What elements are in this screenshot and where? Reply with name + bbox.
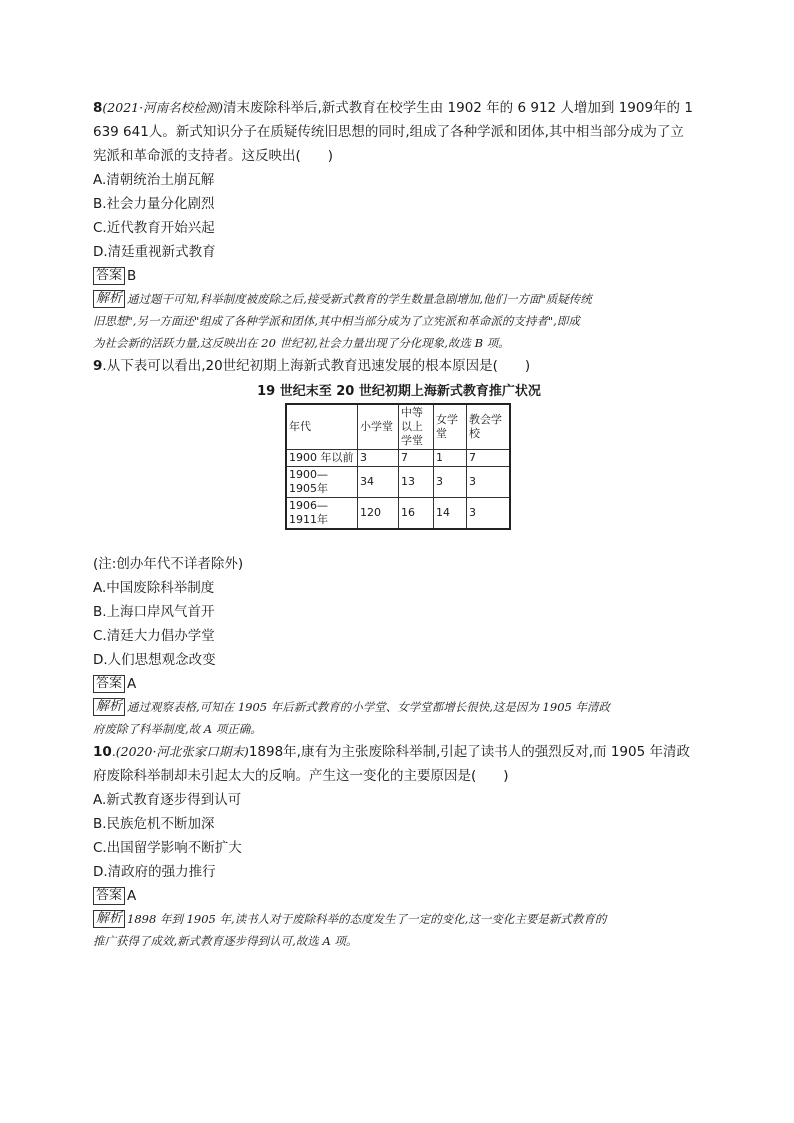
q10-exp-line-1: 解析 1898 年到 1905 年,读书人对于废除科举的态度发生了一定的变化,这一变化主要是新式教育的 [93,908,705,930]
q9-explanation [93,696,705,740]
q8-option-b: B.社会力量分化剧烈 [93,196,215,212]
table-cell: 3 [434,467,467,498]
table-cell: 3 [358,450,399,467]
q10-option-b: B.民族危机不断加深 [93,816,215,832]
q9-exp-line-1: 解析 通过观察表格,可知在 1905 年后新式教育的小学堂、女学堂都增长很快,这是因为 1905 年清政 [93,696,705,718]
q10-exp-line-2: 推广获得了成效,新式教育逐步得到认可,故选 A 项。 [93,934,358,948]
q10-stem-line-1: 10.(2020·河北张家口期末)1898年,康有为主张废除科举制,引起了读书人的强烈反对,而 1905 年清政 [93,744,690,760]
page-content [93,96,705,952]
header-cell: 年代 [286,404,358,450]
q10-answer-label: 答案 [93,887,125,905]
q8-exp-line-1: 解析 通过题干可知,科举制度被废除之后,接受新式教育的学生数量急剧增加,他们一方面"质疑传统 [93,288,705,310]
q10-explanation [93,908,705,952]
q9-stem: 9.从下表可以看出,20世纪初期上海新式教育迅速发展的根本原因是( ) [93,358,531,374]
q10-option-a: A.新式教育逐步得到认可 [93,792,242,808]
table-cell: 1900 年以前 [286,450,358,467]
q9-answer-value: A [127,676,137,692]
q8-explanation [93,288,705,354]
header-cell: 中等以上学堂 [399,404,434,450]
q10-number: 10 [93,744,112,760]
q10-source: .(2020·河北张家口期末) [111,744,249,759]
q9-exp-line-2: 府废除了科举制度,故 A 项正确。 [93,722,262,736]
header-cell: 小学堂 [358,404,399,450]
q10-option-c: C.出国留学影响不断扩大 [93,840,242,856]
table-cell: 13 [399,467,434,498]
q9-option-c: C.清廷大力倡办学堂 [93,628,215,644]
table-cell: 1900—1905年 [286,467,358,498]
q10-exp-label: 解析 [93,910,125,928]
table-cell: 1 [434,450,467,467]
table-cell: 3 [467,498,511,530]
table-cell: 14 [434,498,467,530]
table-row [286,467,510,498]
q10-answer-value: A [127,888,137,904]
table-title: 19 世纪末至 20 世纪初期上海新式教育推广状况 [257,384,541,399]
q8-stem-line-2: 639 641人。新式知识分子在质疑传统旧思想的同时,组成了各种学派和团体,其中相当部分成为了立 [93,124,684,140]
table-cell: 16 [399,498,434,530]
q8-exp-line-3: 为社会新的活跃力量,这反映出在 20 世纪初,社会力量出现了分化现象,故选 B 项。 [93,336,510,350]
q8-answer [93,264,705,288]
q8-answer-label: 答案 [93,267,125,285]
header-cell: 教会学校 [467,404,511,450]
q10-answer [93,884,705,908]
table-note: (注:创办年代不详者除外) [93,556,244,572]
q9-option-d: D.人们思想观念改变 [93,652,216,668]
q8-number: 8 [93,100,103,116]
q8-source: (2021·河南名校检测) [102,100,223,115]
table-cell: 7 [467,450,511,467]
q8-stem-line-3: 宪派和革命派的支持者。这反映出( ) [93,148,334,164]
table-header-row [286,404,510,450]
q9-answer [93,672,705,696]
q9-option-a: A.中国废除科举制度 [93,580,215,596]
table-cell: 7 [399,450,434,467]
q8-exp-label: 解析 [93,290,125,308]
table-cell: 34 [358,467,399,498]
q9-option-b: B.上海口岸风气首开 [93,604,215,620]
q8-stem-line-1 [93,96,705,120]
q8-stem-1: 清末废除科举后,新式教育在校学生由 1902 年的 6 912 人增加到 1909年的 1 [222,100,693,116]
q9-number: 9 [93,358,103,374]
table-row [286,498,510,530]
q8-exp-line-2: 旧思想",另一方面还"组成了各种学派和团体,其中相当部分成为了立宪派和革命派的支持者",即成 [93,314,580,328]
q8-answer-value: B [127,268,137,284]
education-table [285,403,511,530]
table-cell: 3 [467,467,511,498]
table-row [286,450,510,467]
q10-option-d: D.清政府的强力推行 [93,864,216,880]
table-cell: 1906—1911年 [286,498,358,530]
header-cell: 女学堂 [434,404,467,450]
q8-option-d: D.清廷重视新式教育 [93,244,216,260]
q10-stem-line-2: 府废除科举制却未引起太大的反响。产生这一变化的主要原因是( ) [93,768,509,784]
table-cell: 120 [358,498,399,530]
q8-option-c: C.近代教育开始兴起 [93,220,215,236]
q9-answer-label: 答案 [93,675,125,693]
q9-exp-label: 解析 [93,698,125,716]
q8-option-a: A.清朝统治土崩瓦解 [93,172,215,188]
